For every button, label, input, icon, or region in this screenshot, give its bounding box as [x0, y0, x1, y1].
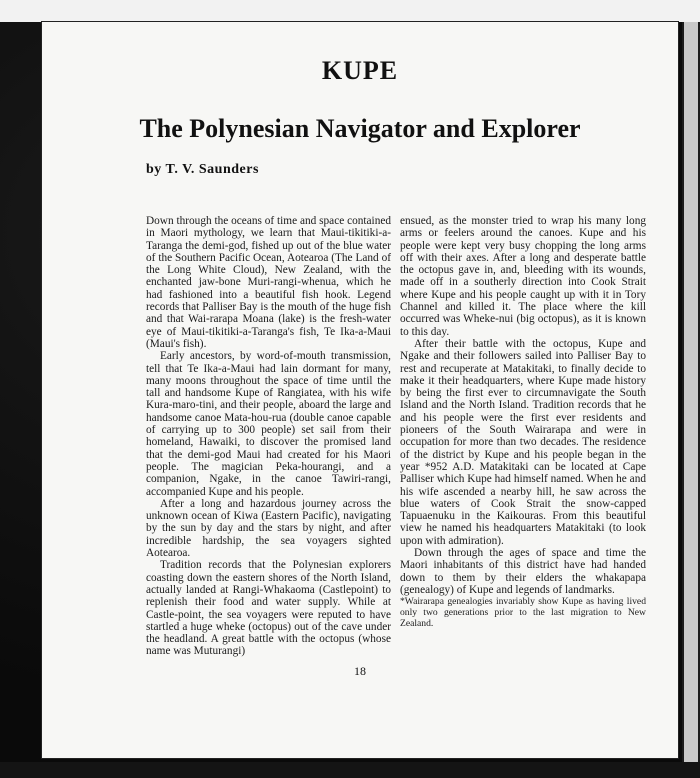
author-byline: by T. V. Saunders	[146, 162, 259, 177]
facing-page-edge	[682, 22, 700, 762]
scan-top-margin	[0, 0, 700, 22]
footnote: *Wairarapa genealogies invariably show Kupe as having lived only two generations prior to the last migration to New Zealand.	[400, 596, 646, 630]
article-subtitle: The Polynesian Navigator and Explorer	[139, 114, 581, 143]
page-number: 18	[354, 664, 366, 678]
right-column	[400, 215, 646, 629]
document-page	[42, 22, 678, 758]
paragraph: Early ancestors, by word-of-mouth transmission, tell that Te Ika-a-Maui had lain dormant for many, many moons throughout the space of time until the tall and handsome Kupe of Rangiatea, with his wife Kura-maro-tini, and their people, aboard the large and handsome canoe Mata-hou-rua (double canoe capable of carrying up to 300 people) set sail from their homeland, Hawaiki, to discover the promised land that the demi-god Maui had created for his Maori people. The magician Peka-hourangi, and a companion, Ngake, in the canoe Tawiri-rangi, accompanied Kupe and his people.	[146, 350, 391, 498]
paragraph: ensued, as the monster tried to wrap his many long arms or feelers around the canoes. Kupe and his people were kept very busy chopping the long arms off with their axes. After a long and desperate battle the octopus gave in, and, bleeding with its wounds, made off in a southerly direction into Cook Strait where Kupe and his people caught up with it in Tory Channel and killed it. The place where the kill occurred was Wheke-nui (big octopus), as it is known to this day.	[400, 215, 646, 338]
paragraph: After their battle with the octopus, Kupe and Ngake and their followers sailed into Palliser Bay to rest and recuperate at Matakitaki, to finally decide to make it their headquarters, where Kupe made history by being the first ever to circumnavigate the South Island and the North Island. Tradition records that he and his people were the first ever residents and pioneers of the South Wairarapa and were in occupation for more than two decades. The residence of the district by Kupe and his people began in the year *952 A.D. Matakitaki can be located at Cape Palliser which Kupe had himself named. When he and his wife ascended a nearby hill, he saw across the blue waters of Cook Strait the snow-capped Tapuaenuku in the Kaikouras. From this beautiful view he named his headquarters Matakitaki (to look upon with admiration).	[400, 337, 646, 547]
article-title: KUPE	[321, 56, 399, 85]
left-column	[146, 215, 391, 658]
scan-bottom-margin	[0, 762, 700, 778]
paragraph: After a long and hazardous journey across the unknown ocean of Kiwa (Eastern Pacific), navigating by the sun by day and the stars by night, and after incredible hardship, the sea voyagers sighted Aotearoa.	[146, 497, 391, 560]
paragraph: Down through the oceans of time and space contained in Maori mythology, we learn that Maui-tikitiki-a-Taranga the demi-god, fished up out of the blue water of the Southern Pacific Ocean, Aotearoa (The Land of the Long White Cloud), New Zealand, with the enchanted jaw-bone Muri-rangi-whenua, which he had fashioned into a beautiful fish hook. Legend records that Palliser Bay is the mouth of the huge fish and that Wai-rarapa Moana (lake) is the fresh-water eye of Maui-tikitiki-a-Taranga's fish, Te Ika-a-Maui (Maui's fish).	[146, 215, 391, 350]
paragraph: Tradition records that the Polynesian explorers coasting down the eastern shores of the North Island, actually landed at Rangi-Whakaoma (Castlepoint) to replenish their food and water supply. While at Castle-point, the sea voyagers were reputed to have startled a huge wheke (octopus) out of the cave under the headland. A great battle with the octopus (whose name was Muturangi)	[146, 559, 391, 658]
paragraph: Down through the ages of space and time the Maori inhabitants of this district have had handed down to them by their elders the whakapapa (genealogy) of Kupe and legends of landmarks.	[400, 547, 646, 596]
